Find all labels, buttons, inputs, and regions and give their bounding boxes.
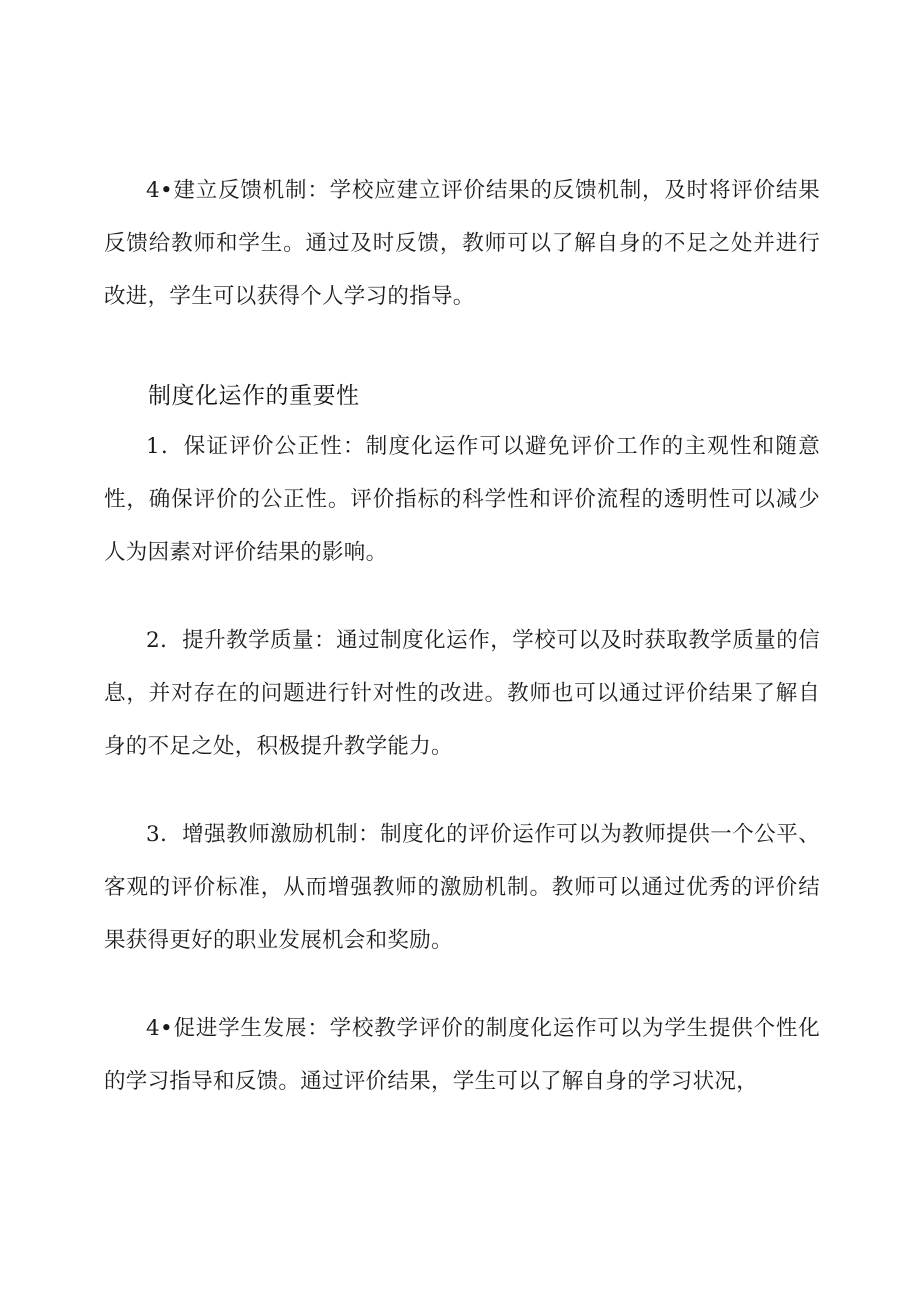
paragraph-teacher-incentive: 3．增强教师激励机制：制度化的评价运作可以为教师提供一个公平、客观的评价标准，从而增强教师的激励机制。教师可以通过优秀的评价结果获得更好的职业发展机会和奖励。 xyxy=(104,822,820,953)
paragraph-fairness: 1．保证评价公正性：制度化运作可以避免评价工作的主观性和随意性，确保评价的公正性。评价指标的科学性和评价流程的透明性可以减少人为因素对评价结果的影响。 xyxy=(104,434,820,565)
section-heading: 制度化运作的重要性 xyxy=(148,383,360,409)
paragraph-student-development: 4•促进学生发展：学校教学评价的制度化运作可以为学生提供个性化的学习指导和反馈。通过评价结果，学生可以了解自身的学习状况， xyxy=(104,1016,820,1094)
paragraph-teaching-quality: 2．提升教学质量：通过制度化运作，学校可以及时获取教学质量的信息，并对存在的问题进行针对性的改进。教师也可以通过评价结果了解自身的不足之处，积极提升教学能力。 xyxy=(104,628,820,759)
paragraph-feedback-mechanism: 4•建立反馈机制：学校应建立评价结果的反馈机制，及时将评价结果反馈给教师和学生。通过及时反馈，教师可以了解自身的不足之处并进行改进，学生可以获得个人学习的指导。 xyxy=(104,178,820,309)
